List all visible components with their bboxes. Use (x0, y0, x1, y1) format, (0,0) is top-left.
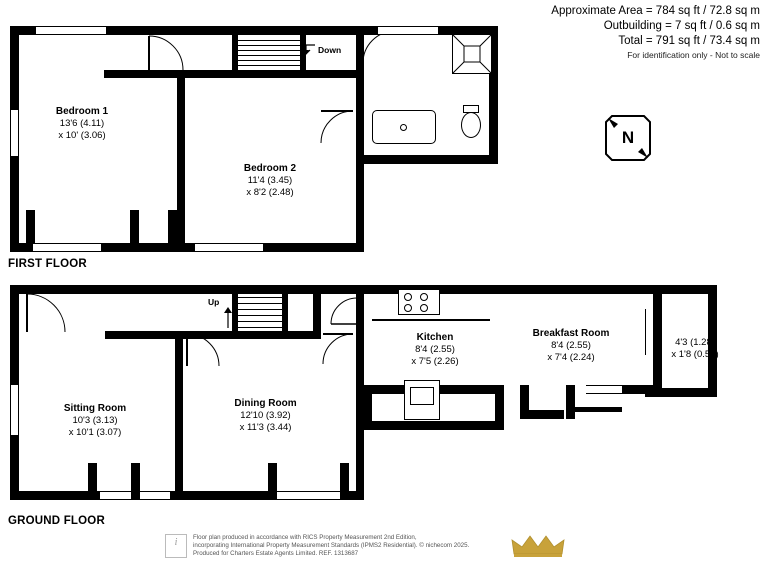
room-dim-1: 13'6 (4.11) (59, 118, 105, 129)
footer-line-2: incorporating International Property Measurement Standards (IPMS2 Residential). © nichecom 2025. (193, 542, 470, 550)
window-bath-north (378, 26, 438, 35)
wall-ground-alcove-c (268, 463, 277, 500)
wall-ground-stair-right (282, 293, 288, 333)
door-sitting-icon (186, 333, 220, 367)
room-dim-1: 11'4 (3.45) (247, 175, 293, 186)
sink-bowl-icon (410, 387, 434, 405)
wall-kitchen-south (363, 421, 503, 430)
stair-tread (238, 303, 282, 304)
room-bedroom-1 (22, 105, 142, 142)
info-icon (165, 534, 187, 558)
first-floor-plan (0, 0, 520, 270)
arrow-up-icon (222, 307, 234, 329)
wall-breakfast-south-left (520, 410, 564, 419)
wall-breakfast-mid (566, 385, 575, 419)
window-sitting-west (10, 385, 19, 435)
area-disclaimer-text: For identification only - Not to scale (627, 50, 760, 60)
wall-first-alcove-bed2 (168, 210, 177, 243)
wall-first-alcove-right (130, 210, 139, 243)
stairs-down-label: Down (318, 45, 342, 55)
compass-rose (600, 110, 656, 166)
window-bed1-south (33, 243, 101, 252)
footer-line-3: Produced for Charters Estate Agents Limited. REF. 1313687 (193, 550, 359, 558)
door-cupboard-icon (330, 297, 358, 325)
room-dim-1: 8'4 (2.55) (551, 340, 591, 351)
wall-sitting-dining (175, 335, 183, 500)
wall-outbuilding-bottom (653, 388, 717, 397)
wall-first-bed2-right (356, 155, 364, 252)
area-summary (551, 4, 760, 62)
worktop-line (372, 319, 490, 321)
bath-drain-icon (400, 124, 407, 131)
compass-label: N (621, 128, 635, 147)
room-name: Sitting Room (63, 403, 127, 414)
room-dining-room (198, 397, 333, 434)
window-dining-south (268, 491, 340, 500)
room-outbuilding (650, 337, 740, 361)
stair-tread (238, 45, 300, 46)
room-dim-1: 12'10 (3.92) (240, 410, 291, 421)
wall-breakfast-east (645, 385, 654, 397)
shower-tray-icon (452, 34, 492, 74)
stair-tread (238, 327, 282, 328)
stair-tread (238, 50, 300, 51)
wall-ground-alcove-a (88, 463, 97, 500)
room-bedroom-2 (205, 162, 335, 199)
room-kitchen (380, 331, 490, 368)
arrow-down-icon (304, 44, 318, 56)
hob-ring-icon (420, 304, 428, 312)
window-bed1-north (36, 26, 106, 35)
stair-tread (238, 40, 300, 41)
room-dim-2: x 1'8 (0.50) (671, 349, 719, 360)
ground-floor-label: GROUND FLOOR (8, 515, 105, 527)
door-entrance-icon (26, 293, 66, 333)
room-dim-2: x 7'5 (2.26) (411, 356, 459, 367)
footer-line-1: Floor plan produced in accordance with RICS Property Measurement 2nd Edition, (193, 534, 417, 541)
wall-kitchen-east (495, 385, 504, 430)
stair-tread (238, 309, 282, 310)
door-bedroom2-icon (320, 110, 354, 144)
hob-ring-icon (404, 293, 412, 301)
room-dim-1: 8'4 (2.55) (415, 344, 455, 355)
door-bathroom-icon (362, 30, 396, 64)
wall-first-bed1-bed2 (177, 74, 185, 252)
room-dim-2: x 11'3 (3.44) (239, 422, 292, 433)
door-landing-icon (148, 35, 184, 71)
room-name: Bedroom 2 (243, 163, 297, 174)
wall-first-bed2-north (185, 70, 356, 78)
wall-breakfast-threshold (566, 407, 622, 412)
room-name: Breakfast Room (532, 328, 610, 339)
stair-tread (238, 55, 300, 56)
stair-tread (238, 321, 282, 322)
room-name: Bedroom 1 (55, 106, 109, 117)
room-sitting-room (30, 402, 160, 439)
room-dim-2: x 10'1 (3.07) (68, 427, 122, 438)
room-dim-2: x 10' (3.06) (58, 130, 106, 141)
stair-tread (238, 315, 282, 316)
outbuilding-area-text: Outbuilding = 7 sq ft / 0.6 sq m (603, 20, 760, 32)
room-dim-2: x 7'4 (2.24) (547, 352, 595, 363)
ground-floor-plan (0, 275, 740, 525)
window-breakfast-south (586, 385, 622, 394)
first-floor-label: FIRST FLOOR (8, 258, 87, 270)
cistern-fixture (463, 105, 479, 113)
stair-tread (238, 60, 300, 61)
room-dim-2: x 8'2 (2.48) (246, 187, 294, 198)
room-breakfast-room (506, 327, 636, 364)
stair-tread (238, 65, 300, 66)
wall-first-landing-south (104, 70, 185, 78)
stairs-up-label: Up (208, 297, 220, 307)
wall-ground-alcove-b (131, 463, 140, 500)
wall-hall-east (313, 293, 321, 339)
hob-fixture (398, 289, 440, 315)
wall-ground-alcove-d (340, 463, 349, 500)
toilet-fixture (461, 112, 481, 138)
room-name: Kitchen (416, 332, 454, 343)
window-bed1-west (10, 110, 19, 156)
room-name: Dining Room (234, 398, 297, 409)
approx-area-text: Approximate Area = 784 sq ft / 72.8 sq m (551, 5, 760, 17)
window-bed2-south (195, 243, 263, 252)
door-dining-icon (322, 333, 354, 365)
stair-tread (238, 297, 282, 298)
total-area-text: Total = 791 sq ft / 73.4 sq m (618, 35, 760, 47)
brand-crown-logo (510, 532, 566, 558)
wall-first-bath-bottom (363, 155, 498, 164)
room-dim-1: 10'3 (3.13) (72, 415, 118, 426)
hob-ring-icon (404, 304, 412, 312)
wall-hall-south (105, 331, 183, 339)
hob-ring-icon (420, 293, 428, 301)
wall-first-alcove-left (26, 210, 35, 243)
room-dim-1: 4'3 (1.28) (675, 337, 715, 348)
